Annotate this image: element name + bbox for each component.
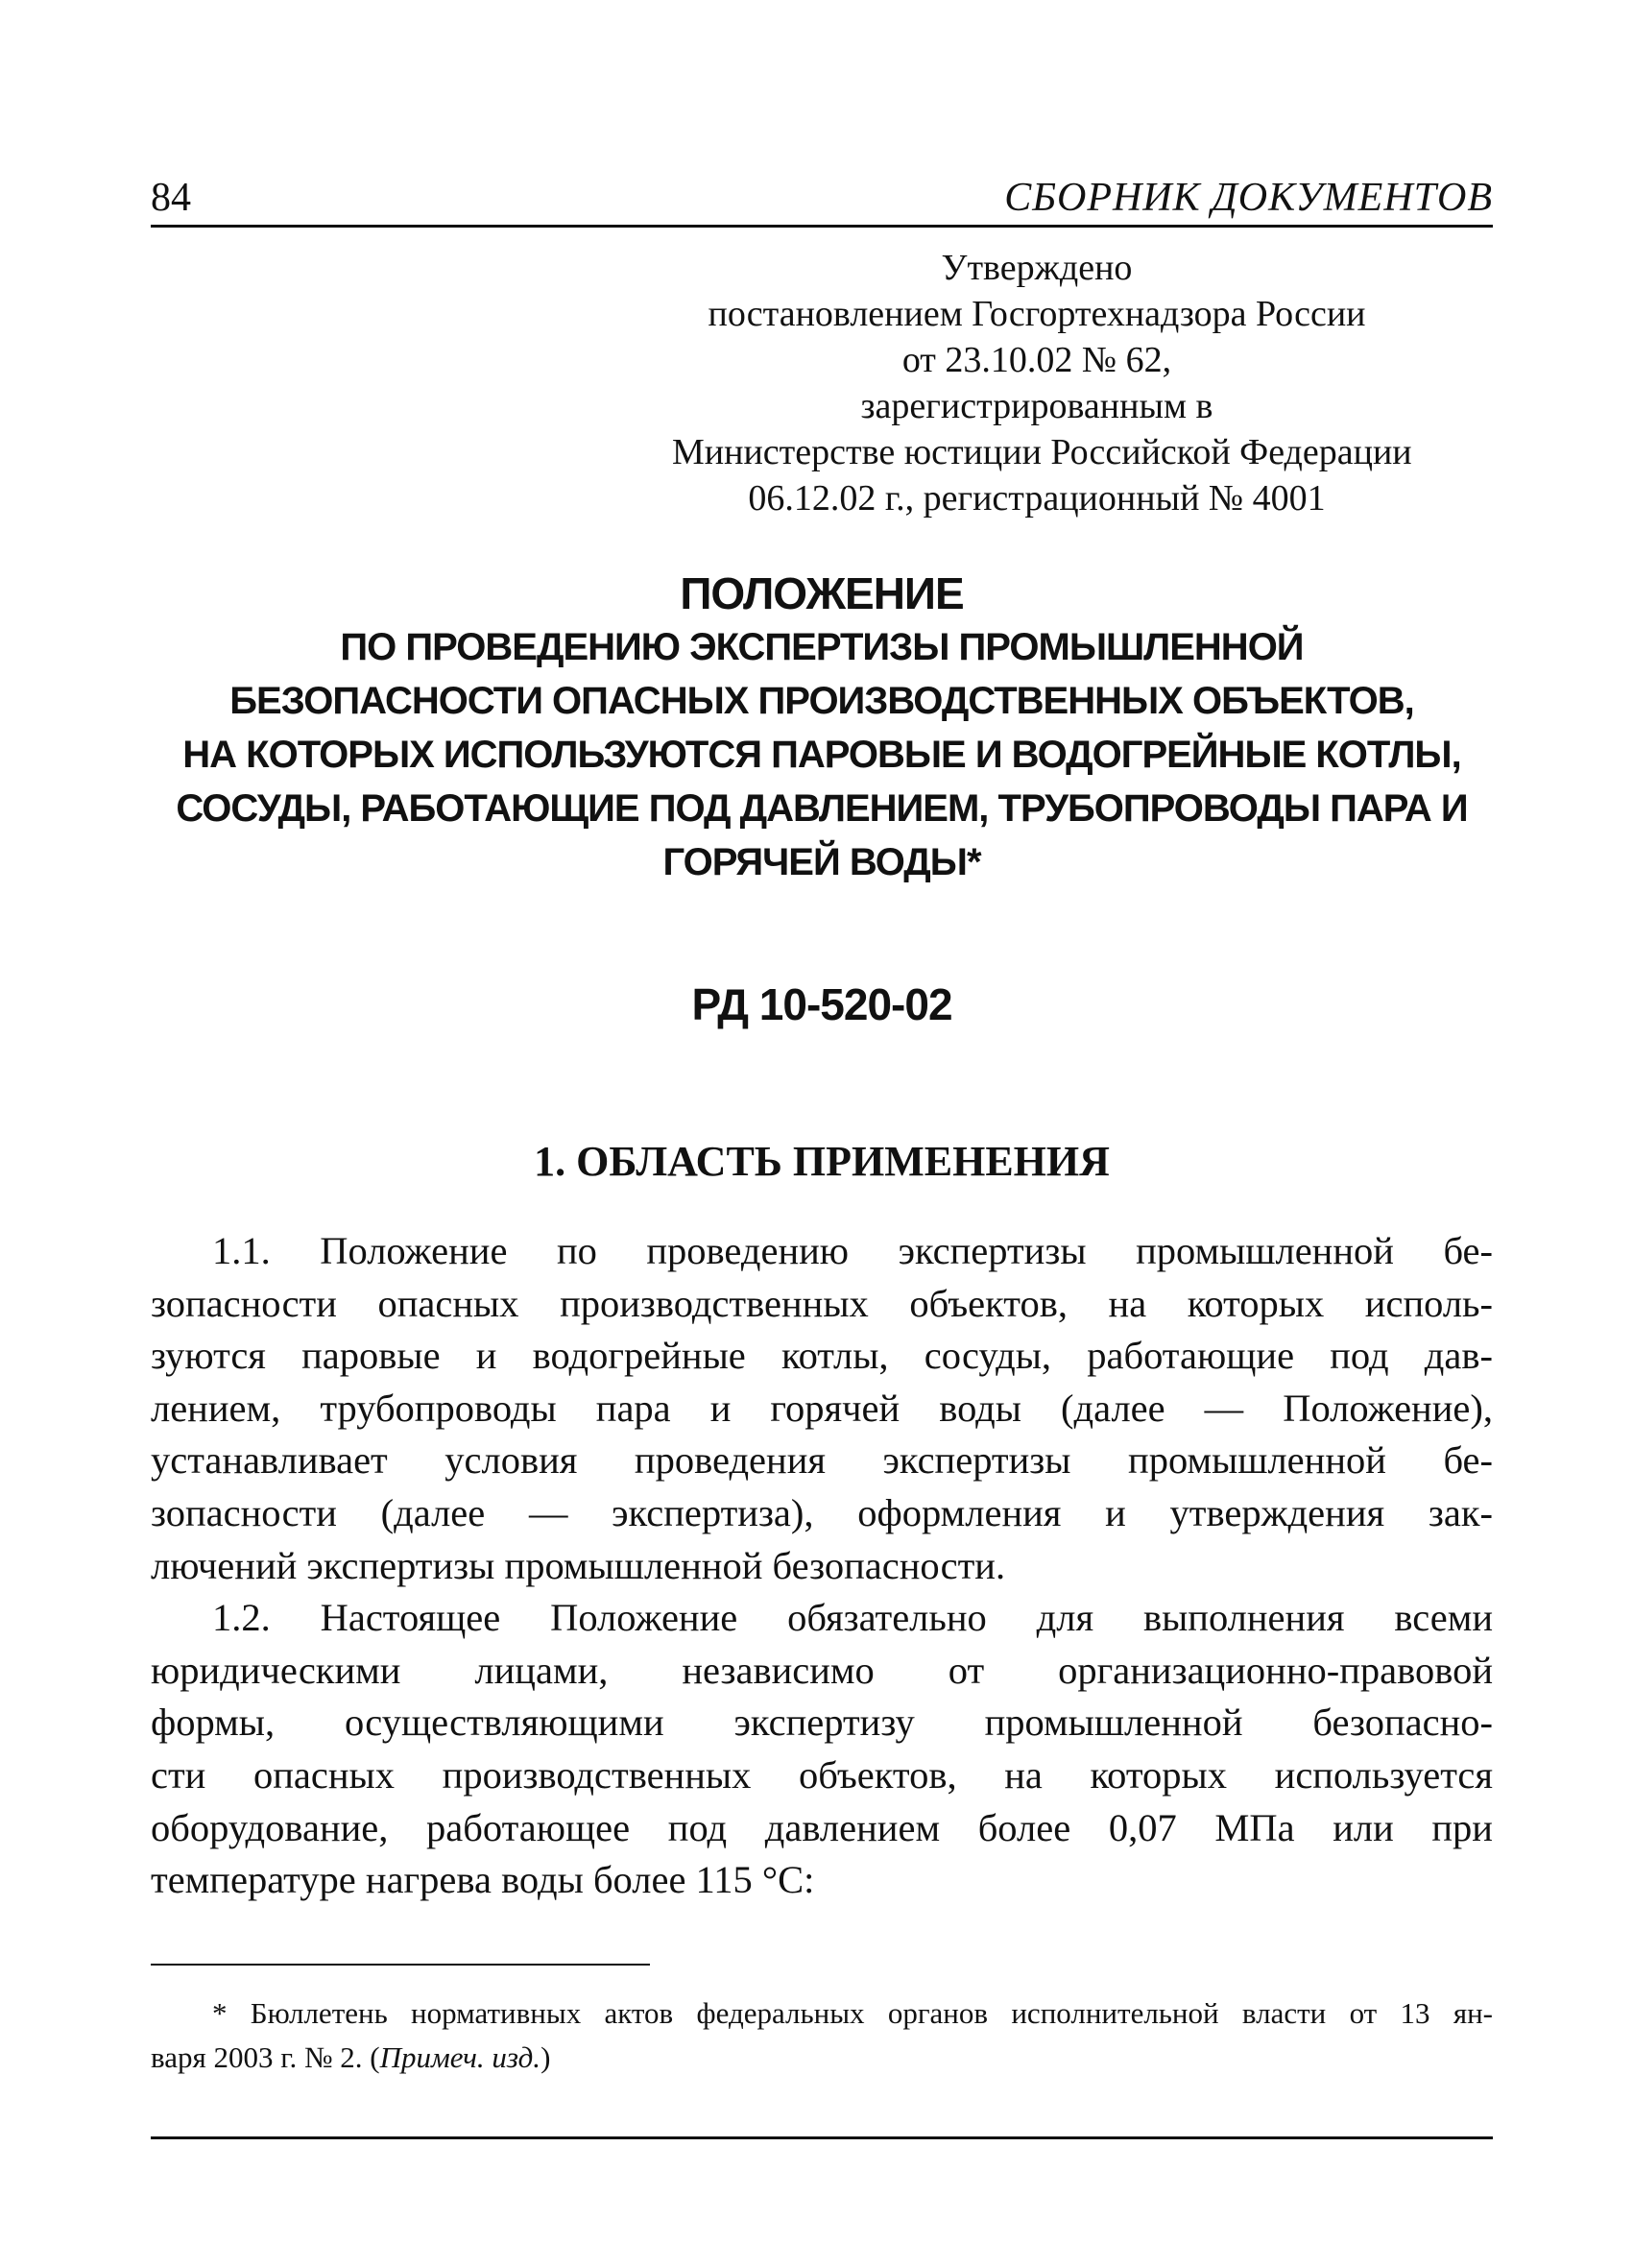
approval-line: 06.12.02 г., регистрационный № 4001 (748, 478, 1326, 519)
footnote (151, 1991, 1493, 2080)
footnote-text: варя 2003 г. № 2. ( (151, 2040, 380, 2074)
title-line: БЕЗОПАСНОСТИ ОПАСНЫХ ПРОИЗВОДСТВЕННЫХ ОБЪЕКТОВ, (229, 680, 1414, 722)
section-heading: 1. ОБЛАСТЬ ПРИМЕНЕНИЯ (534, 1138, 1110, 1185)
paragraph-line: зопасности (далее — экспертиза), оформления и утверждения зак- (151, 1490, 1493, 1534)
paragraph-line: юридическими лицами, независимо от организационно-правовой (151, 1648, 1493, 1692)
paragraph-line: зопасности опасных производственных объектов, на которых исполь- (151, 1281, 1493, 1325)
page-number: 84 (151, 176, 191, 220)
paragraph-line: зуются паровые и водогрейные котлы, сосуды, работающие под дав- (151, 1334, 1493, 1378)
footnote-editor-note: Примеч. изд. (379, 2040, 541, 2074)
paragraph-line: температуре нагрева воды более 115 °С: (151, 1858, 815, 1902)
paragraph-line: 1.1. Положение по проведению экспертизы промышленной бе- (212, 1229, 1493, 1272)
title-line: ГОРЯЧЕЙ ВОДЫ* (662, 841, 981, 883)
title-line: НА КОТОРЫХ ИСПОЛЬЗУЮТСЯ ПАРОВЫЕ И ВОДОГРЕЙНЫЕ КОТЛЫ, (182, 734, 1461, 776)
paragraph-line: лючений экспертизы промышленной безопасности. (151, 1543, 1006, 1587)
approval-line: Министерстве юстиции Российской Федерации (672, 432, 1412, 472)
paragraph-line: 1.2. Настоящее Положение обязательно для выполнения всеми (212, 1596, 1493, 1640)
approval-line: постановлением Госгортехнадзора России (708, 294, 1366, 334)
running-header (151, 171, 1493, 228)
footnote-line: * Бюллетень нормативных актов федеральных органов исполнительной власти от 13 ян- (212, 1996, 1493, 2030)
title-main: ПОЛОЖЕНИЕ (680, 568, 964, 618)
paragraph-line: формы, осуществляющими экспертизу промышленной безопасно- (151, 1701, 1493, 1745)
footnote-divider (151, 1964, 650, 1966)
footnote-text: ) (540, 2040, 551, 2074)
paragraph-line: оборудование, работающее под давлением более 0,07 МПа или при (151, 1805, 1493, 1849)
paragraph-line: лением, трубопроводы пара и горячей воды (далее — Положение), (151, 1386, 1493, 1430)
collection-title: СБОРНИК ДОКУМЕНТОВ (1004, 176, 1493, 220)
title-line: СОСУДЫ, РАБОТАЮЩИЕ ПОД ДАВЛЕНИЕМ, ТРУБОПРОВОДЫ ПАРА И (176, 787, 1468, 830)
section-body (151, 1225, 1493, 1907)
bottom-divider (151, 2136, 1493, 2139)
paragraph-line: устанавливает условия проведения экспертизы промышленной бе- (151, 1438, 1493, 1483)
approval-line: от 23.10.02 № 62, (901, 340, 1172, 380)
title-line: ПО ПРОВЕДЕНИЮ ЭКСПЕРТИЗЫ ПРОМЫШЛЕННОЙ (340, 626, 1304, 668)
approval-line: Утверждено (941, 248, 1133, 288)
paragraph-line: сти опасных производственных объектов, на которых используется (151, 1752, 1493, 1797)
document-code: РД 10-520-02 (691, 979, 952, 1029)
document-title (151, 567, 1493, 889)
approval-block (672, 245, 1412, 521)
footnote-line (151, 2036, 1493, 2080)
approval-line: зарегистрированным в (860, 386, 1213, 426)
